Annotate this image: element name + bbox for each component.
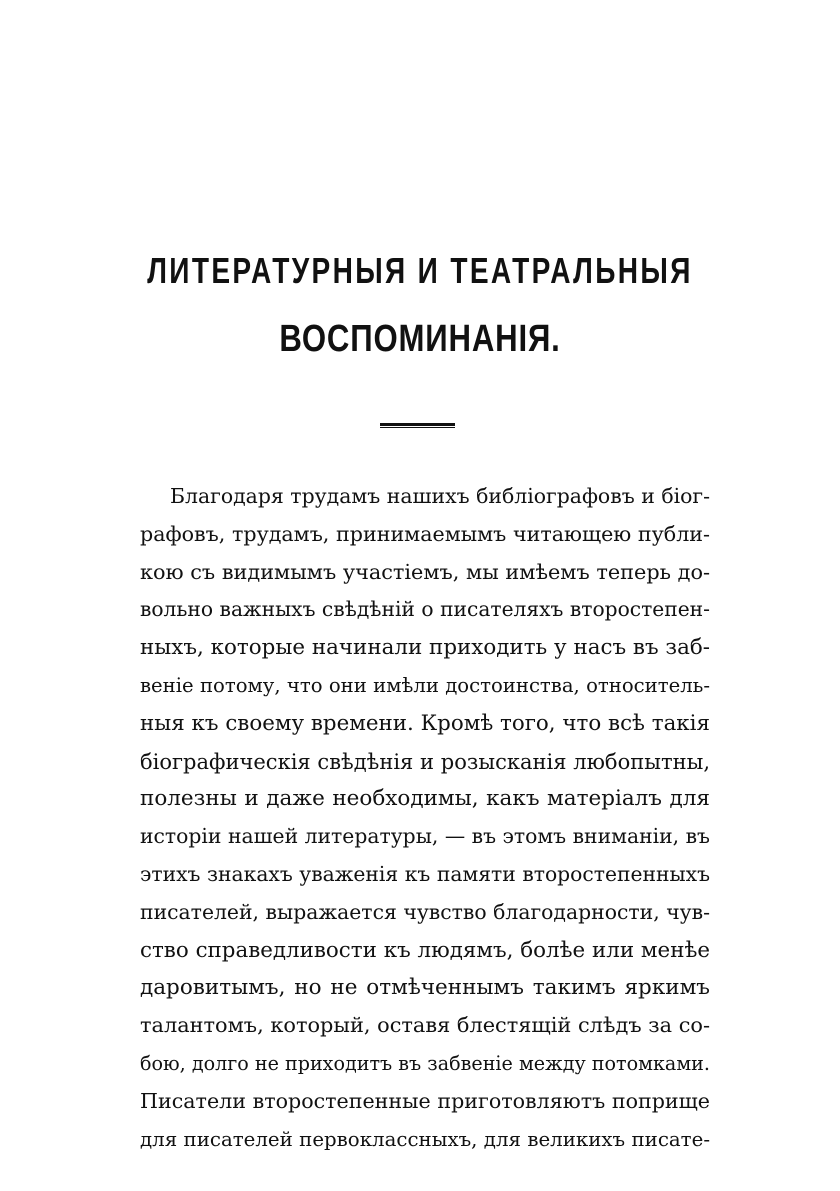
text-line: полезны и даже необходимы, какъ матеріалъ для — [140, 786, 710, 812]
text-line: Благодаря трудамъ нашихъ библіографовъ и біог- — [170, 484, 710, 508]
text-line: рафовъ, трудамъ, принимаемымъ читающею публи- — [140, 521, 710, 546]
text-line: исторіи нашей литературы, — въ этомъ вниманіи, въ — [140, 824, 710, 849]
text-line: для писателей первоклассныхъ, для великихъ писате- — [140, 1127, 710, 1151]
text-line: писателей, выражается чувство благодарности, чув- — [140, 899, 710, 924]
text-line: этихъ знакахъ уваженія къ памяти второстепенныхъ — [140, 861, 710, 886]
text-line: біографическія свѣдѣнія и розысканія любопытны, — [140, 748, 710, 774]
text-line: кою съ видимымъ участіемъ, мы имѣемъ теперь до- — [140, 559, 710, 584]
title-divider — [380, 423, 455, 428]
chapter-title-line-1: ЛИТЕРАТУРНЫЯ И ТЕАТРАЛЬНЫЯ — [147, 250, 693, 291]
text-line: вольно важныхъ свѣдѣній о писателяхъ второстепен- — [140, 597, 710, 622]
text-line: даровитымъ, но не отмѣченнымъ такимъ яркимъ — [140, 975, 710, 1001]
chapter-title-line-2: ВОСПОМИНАНІЯ. — [279, 318, 561, 360]
text-line: ныя къ своему времени. Кромѣ того, что всѣ такія — [140, 710, 710, 736]
text-line: бою, долго не приходитъ въ забвеніе между потомками. — [140, 1051, 710, 1075]
text-line: веніе потому, что они имѣли достоинства, относитель- — [140, 673, 710, 697]
text-line: Писатели второстепенные приготовляютъ поприще — [140, 1088, 710, 1113]
text-line: талантомъ, который, оставя блестящій слѣдъ за со- — [140, 1013, 710, 1038]
body-paragraph — [140, 478, 710, 1158]
text-line: ство справедливости къ людямъ, болѣе или менѣе — [140, 937, 710, 963]
text-line: ныхъ, которые начинали приходить у насъ въ заб- — [140, 635, 710, 661]
